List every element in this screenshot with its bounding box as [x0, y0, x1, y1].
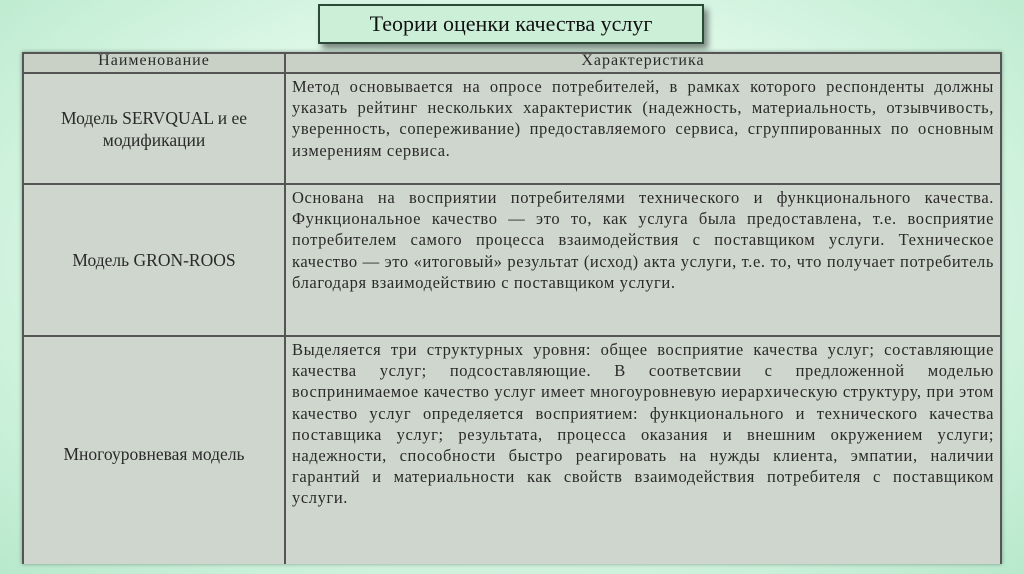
row-name: Модель SERVQUAL и ее модификации — [23, 73, 285, 184]
header-name: Наименование — [23, 53, 285, 73]
table-row — [23, 336, 1001, 564]
slide-title: Теории оценки качества услуг — [318, 4, 704, 44]
row-description: Выделяется три структурных уровня: общее восприятие качества услуг; составляющие качества услуг; подсоставляющие. В соответсвии с предложенной моделью воспринимаемое качество услуг имеет многоуровневую иерархическую структуру, при этом качество услуг определяется восприятием: функционального и технического качества поставщика услуг; результата, процесса оказания и внешним окружением услуги; надежности, способности быстро реагировать на нужды клиента, эмпатии, наличии гарантий и материальности как свойств взаимодействия потребителя с поставщиком услуги. — [285, 336, 1001, 564]
table-row — [23, 73, 1001, 184]
row-description: Основана на восприятии потребителями технического и функционального качества. Функциональное качество — это то, как услуга была предоставлена, т.е. восприятие потребителем самого процесса взаимодействия с поставщиком услуги. Техническое качество — это «итоговый» результат (исход) акта услуги, т.е. то, что получает потребитель благодаря взаимодействию с поставщиком услуги. — [285, 184, 1001, 336]
row-description: Метод основывается на опросе потребителей, в рамках которого респонденты должны указать рейтинг нескольких характеристик (надежность, материальность, отзывчивость, уверенность, сопереживание) предоставляемого сервиса, сгруппированных по основным измерениям сервиса. — [285, 73, 1001, 184]
theories-table-image — [22, 52, 1002, 564]
row-name: Многоуровневая модель — [23, 336, 285, 564]
row-name: Модель GRON-ROOS — [23, 184, 285, 336]
theories-table — [22, 52, 1002, 564]
header-characteristic: Характеристика — [285, 53, 1001, 73]
table-row — [23, 184, 1001, 336]
table-header-row — [23, 53, 1001, 73]
